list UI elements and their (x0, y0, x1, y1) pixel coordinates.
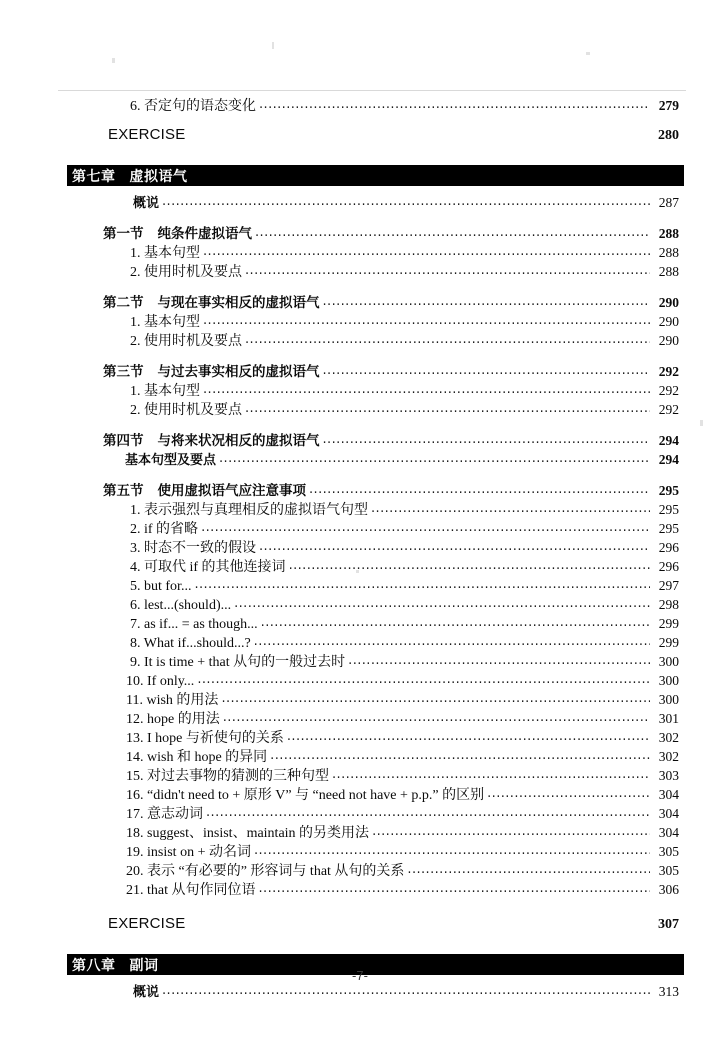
toc-entry-label: 10. If only... (126, 674, 195, 689)
toc-row-section[interactable] (0, 431, 720, 450)
chapter-number: 第七章 (72, 168, 116, 185)
toc-entry-label: 12. hope 的用法 (126, 712, 220, 727)
toc-row[interactable] (0, 96, 720, 115)
toc-row[interactable] (0, 262, 720, 281)
toc-row[interactable] (0, 331, 720, 350)
dot-leader (221, 689, 650, 702)
toc-body (0, 96, 720, 1001)
toc-entry-label: 14. wish 和 hope 的异同 (126, 750, 268, 765)
toc-entry-page: 302 (658, 730, 679, 745)
toc-row[interactable] (0, 823, 720, 842)
chapter-title: 虚拟语气 (129, 168, 188, 185)
toc-entry-label: 17. 意志动词 (126, 807, 203, 822)
dot-leader (259, 537, 650, 550)
dot-leader (206, 803, 650, 816)
toc-entry-label: 20. 表示 “有必要的” 形容词与 that 从句的关系 (126, 864, 405, 879)
toc-entry-page: 279 (658, 98, 679, 113)
toc-entry-label: 2. 使用时机及要点 (130, 334, 242, 349)
toc-entry-page: 305 (658, 844, 679, 859)
dot-leader (254, 841, 650, 854)
toc-row[interactable] (0, 614, 720, 633)
scan-artifact-line (58, 90, 686, 91)
dot-leader (287, 727, 650, 740)
toc-entry-page: 287 (658, 195, 679, 210)
dot-leader (188, 122, 650, 135)
toc-entry-page: 304 (658, 825, 679, 840)
toc-row[interactable] (0, 880, 720, 899)
toc-section-number: 第四节 (103, 433, 144, 449)
dot-leader (255, 223, 650, 236)
toc-entry-page: 298 (658, 597, 679, 612)
toc-entry-label: 5. but for... (130, 579, 192, 594)
toc-section-title: 纯条件虚拟语气 (157, 226, 252, 242)
toc-entry-page: 304 (658, 806, 679, 821)
scan-artifact-fleck (112, 58, 115, 63)
toc-row-section[interactable] (0, 362, 720, 381)
toc-entry-label: 18. suggest、insist、maintain 的另类用法 (126, 826, 370, 841)
toc-row[interactable] (0, 709, 720, 728)
toc-entry-label: 概说 (133, 985, 160, 1000)
toc-entry-page: 295 (658, 502, 679, 517)
toc-row[interactable] (0, 842, 720, 861)
toc-row[interactable] (0, 728, 720, 747)
toc-entry-label: 13. I hope 与祈使句的关系 (126, 731, 284, 746)
toc-section-number: 第一节 (103, 226, 144, 242)
dot-leader (201, 518, 650, 531)
spacer (0, 115, 720, 122)
spacer (0, 899, 720, 911)
toc-entry-label: 7. as if... = as though... (130, 617, 258, 632)
dot-leader (270, 746, 650, 759)
toc-entry-page: 307 (658, 917, 679, 932)
page-footer: -7- (352, 968, 368, 983)
toc-row-section[interactable] (0, 224, 720, 243)
toc-entry-page: 299 (658, 635, 679, 650)
toc-entry-label: 11. wish 的用法 (126, 693, 219, 708)
dot-leader (245, 261, 650, 274)
toc-entry-label: 19. insist on + 动名词 (126, 845, 251, 860)
toc-row[interactable] (0, 381, 720, 400)
dot-leader (332, 765, 650, 778)
toc-entry-page: 294 (658, 433, 679, 448)
toc-row[interactable] (0, 450, 720, 469)
dot-leader (323, 292, 651, 305)
dot-leader (371, 499, 650, 512)
toc-entry-page: 290 (658, 333, 679, 348)
toc-entry-page: 305 (658, 863, 679, 878)
toc-entry-label: 16. “didn't need to + 原形 V” 与 “need not have + p.p.” 的区别 (126, 788, 485, 803)
toc-section-title: 与将来状况相反的虚拟语气 (157, 433, 320, 449)
toc-row[interactable] (0, 576, 720, 595)
dot-leader (234, 594, 650, 607)
toc-row[interactable] (0, 747, 720, 766)
toc-entry-page: 304 (658, 787, 679, 802)
toc-row[interactable] (0, 652, 720, 671)
toc-entry-label: 3. 时态不一致的假设 (130, 541, 256, 556)
toc-row[interactable] (0, 671, 720, 690)
toc-section-number: 第二节 (103, 295, 144, 311)
dot-leader (194, 575, 650, 588)
toc-entry-page: 300 (658, 673, 679, 688)
toc-entry-label: 1. 基本句型 (130, 384, 200, 399)
toc-entry-page: 300 (658, 692, 679, 707)
dot-leader (259, 879, 651, 892)
toc-entry-label: 1. 基本句型 (130, 246, 200, 261)
toc-entry-page: 280 (658, 128, 679, 143)
dot-leader (323, 430, 651, 443)
toc-entry-page: 299 (658, 616, 679, 631)
toc-entry-label: EXERCISE (108, 126, 186, 143)
toc-entry-label: EXERCISE (108, 915, 186, 932)
toc-entry-label: 6. 否定句的语态变化 (130, 99, 256, 114)
toc-row[interactable] (0, 766, 720, 785)
toc-entry-page: 288 (658, 226, 679, 241)
toc-entry-page: 296 (658, 540, 679, 555)
toc-entry-label: 基本句型及要点 (125, 453, 217, 468)
toc-row-section[interactable] (0, 481, 720, 500)
dot-leader (219, 449, 650, 462)
toc-row[interactable] (0, 633, 720, 652)
toc-entry-page: 288 (658, 264, 679, 279)
toc-row[interactable] (0, 804, 720, 823)
dot-leader (162, 192, 650, 205)
toc-row[interactable] (0, 785, 720, 804)
toc-section-number: 第五节 (103, 483, 144, 499)
toc-entry-label: 概说 (133, 196, 160, 211)
toc-entry-page: 288 (658, 245, 679, 260)
dot-leader (197, 670, 650, 683)
scan-artifact-fleck (586, 52, 590, 55)
toc-row[interactable] (0, 519, 720, 538)
toc-section-title: 与过去事实相反的虚拟语气 (157, 364, 320, 380)
dot-leader (245, 330, 650, 343)
toc-row-exercise[interactable] (0, 911, 720, 937)
toc-row-exercise[interactable] (0, 122, 720, 148)
dot-leader (245, 399, 650, 412)
toc-section-title: 与现在事实相反的虚拟语气 (157, 295, 320, 311)
toc-entry-page: 295 (658, 521, 679, 536)
toc-row[interactable] (0, 557, 720, 576)
toc-entry-label: 15. 对过去事物的猜测的三种句型 (126, 769, 329, 784)
spacer (0, 937, 720, 954)
toc-row[interactable] (0, 861, 720, 880)
dot-leader (203, 311, 650, 324)
toc-entry-page: 297 (658, 578, 679, 593)
toc-row[interactable] (0, 243, 720, 262)
toc-row[interactable] (0, 312, 720, 331)
toc-row-overview[interactable] (0, 193, 720, 212)
toc-entry-page: 300 (658, 654, 679, 669)
scan-artifact-fleck (272, 42, 274, 49)
toc-entry-page: 303 (658, 768, 679, 783)
toc-entry-page: 292 (658, 364, 679, 379)
toc-row-overview[interactable] (0, 982, 720, 1001)
toc-row[interactable] (0, 595, 720, 614)
toc-section-title: 使用虚拟语气应注意事项 (157, 483, 306, 499)
toc-row-section[interactable] (0, 293, 720, 312)
toc-entry-label: 1. 基本句型 (130, 315, 200, 330)
dot-leader (372, 822, 650, 835)
dot-leader (254, 632, 650, 645)
toc-entry-label: 9. It is time + that 从句的一般过去时 (130, 655, 346, 670)
toc-entry-page: 301 (658, 711, 679, 726)
dot-leader (223, 708, 650, 721)
toc-entry-label: 1. 表示强烈与真理相反的虚拟语气句型 (130, 503, 368, 518)
dot-leader (261, 613, 650, 626)
toc-entry-label: 6. lest...(should)... (130, 598, 232, 613)
dot-leader (487, 784, 650, 797)
dot-leader (259, 95, 650, 108)
toc-entry-page: 294 (658, 452, 679, 467)
dot-leader (407, 860, 650, 873)
toc-entry-page: 296 (658, 559, 679, 574)
toc-entry-label: 2. 使用时机及要点 (130, 403, 242, 418)
toc-entry-page: 295 (658, 483, 679, 498)
spacer (0, 148, 720, 165)
chapter-banner-7[interactable] (67, 165, 684, 186)
toc-entry-page: 306 (658, 882, 679, 897)
toc-entry-label: 2. 使用时机及要点 (130, 265, 242, 280)
toc-row[interactable] (0, 500, 720, 519)
toc-row[interactable] (0, 538, 720, 557)
dot-leader (348, 651, 650, 664)
dot-leader (188, 911, 650, 924)
toc-entry-label: 21. that 从句作同位语 (126, 883, 256, 898)
dot-leader (323, 361, 651, 374)
dot-leader (309, 480, 650, 493)
toc-entry-label: 4. 可取代 if 的其他连接词 (130, 560, 286, 575)
toc-entry-label: 8. What if...should...? (130, 636, 251, 651)
toc-entry-page: 292 (658, 402, 679, 417)
toc-section-number: 第三节 (103, 364, 144, 380)
toc-entry-page: 302 (658, 749, 679, 764)
chapter-title: 副词 (129, 957, 159, 974)
dot-leader (203, 380, 650, 393)
dot-leader (289, 556, 650, 569)
toc-entry-page: 290 (658, 314, 679, 329)
toc-row[interactable] (0, 400, 720, 419)
toc-entry-page: 290 (658, 295, 679, 310)
toc-row[interactable] (0, 690, 720, 709)
toc-entry-page: 313 (658, 984, 679, 999)
dot-leader (203, 242, 650, 255)
toc-entry-label: 2. if 的省略 (130, 522, 199, 537)
chapter-number: 第八章 (72, 957, 116, 974)
toc-entry-page: 292 (658, 383, 679, 398)
